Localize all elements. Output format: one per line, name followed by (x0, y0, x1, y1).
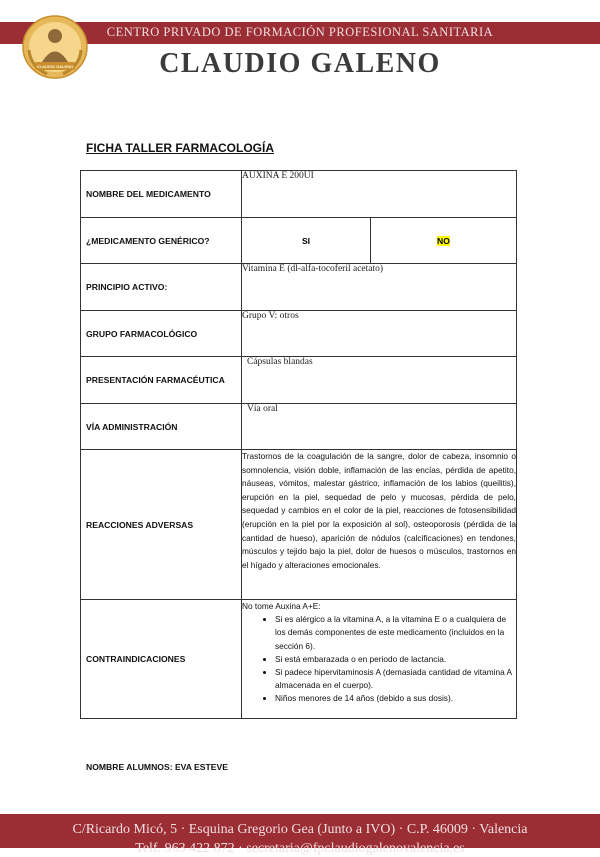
value-presentacion: Cápsulas blandas (242, 357, 517, 404)
row-generico (81, 218, 517, 264)
row-grupo (81, 311, 517, 357)
header-band (0, 22, 600, 44)
value-nombre: AUXINA E 200UI (242, 171, 517, 218)
brand-name: CLAUDIO GALENO (159, 48, 441, 79)
option-si (242, 218, 371, 264)
option-si-text: SI (301, 235, 311, 246)
option-no-highlighted: NO (437, 235, 450, 246)
label-via: VÍA ADMINISTRACIÓN (81, 404, 242, 450)
footer-band (0, 814, 600, 856)
footer-address: C/Ricardo Micó, 5 · Esquina Gregorio Gea (Junto a IVO) · C.P. 46009 · Valencia (72, 822, 528, 837)
label-reacciones: REACCIONES ADVERSAS (81, 450, 242, 600)
page-title: FICHA TALLER FARMACOLOGÍA (86, 141, 274, 155)
label-generico: ¿MEDICAMENTO GENÉRICO? (81, 218, 242, 264)
contra-intro: No tome Auxina A+E: (242, 601, 321, 611)
label-grupo: GRUPO FARMACOLÓGICO (81, 311, 242, 357)
label-nombre: NOMBRE DEL MEDICAMENTO (81, 171, 242, 218)
drug-form-table (80, 170, 517, 719)
contra-item: • Si padece hipervitaminosis A (demasiada cantidad de vitamina A almacenada en el cuerpo). (275, 666, 516, 692)
label-contraindicaciones: CONTRAINDICACIONES (81, 600, 242, 719)
value-grupo: Grupo V: otros (242, 311, 517, 357)
contra-list (242, 613, 516, 705)
value-reacciones: Trastornos de la coagulación de la sangre, dolor de cabeza, insomnio o somnolencia, visión doble, inflamación de las encías, pérdida de apetito, náuseas, vómitos, malestar gástrico, inflamación de los labios (queilitis), erupción en la piel, sequedad de pelo y mucosas, pérdida de pelo, sequedad y cambios en el color de la piel, reacciones de fotosensibilidad (erupción en la piel por la exposición al sol), osteoporosis (pérdida de la cantidad de hueso), aparición de nódulos (calcificaciones) en tendones, músculos y tejido bajo la piel, dolor de huesos o músculos, trastornos en el hígado y alteraciones emocionales. (242, 450, 517, 600)
contra-item: • Niños menores de 14 años (debido a sus dosis). (275, 692, 516, 705)
student-names: NOMBRE ALUMNOS: EVA ESTEVE (86, 762, 228, 772)
logo-text: CLAUDIO GALENO (36, 64, 74, 69)
row-reacciones (81, 450, 517, 600)
footer-contact: Telf. 963 422 872 · secretaria@fpclaudiogalenovalencia.es (135, 841, 465, 856)
value-via: Vía oral (242, 404, 517, 450)
row-nombre (81, 171, 517, 218)
label-principio: PRINCIPIO ACTIVO: (81, 264, 242, 311)
row-via (81, 404, 517, 450)
contra-item: • Si es alérgico a la vitamina A, a la vitamina E o a cualquiera de los demás componentes de este medicamento (incluidos en la sección 6). (275, 613, 516, 653)
value-contraindicaciones (242, 600, 517, 719)
label-presentacion: PRESENTACIÓN FARMACÉUTICA (81, 357, 242, 404)
header-subtitle: CENTRO PRIVADO DE FORMACIÓN PROFESIONAL SANITARIA (106, 25, 494, 39)
row-contraindicaciones (81, 600, 517, 719)
row-principio (81, 264, 517, 311)
value-principio: Vitamina E (dl-alfa-tocoferil acetato) (242, 264, 517, 311)
row-presentacion (81, 357, 517, 404)
option-no (371, 218, 517, 264)
contra-item: • Si está embarazada o en periodo de lactancia. (275, 653, 516, 666)
